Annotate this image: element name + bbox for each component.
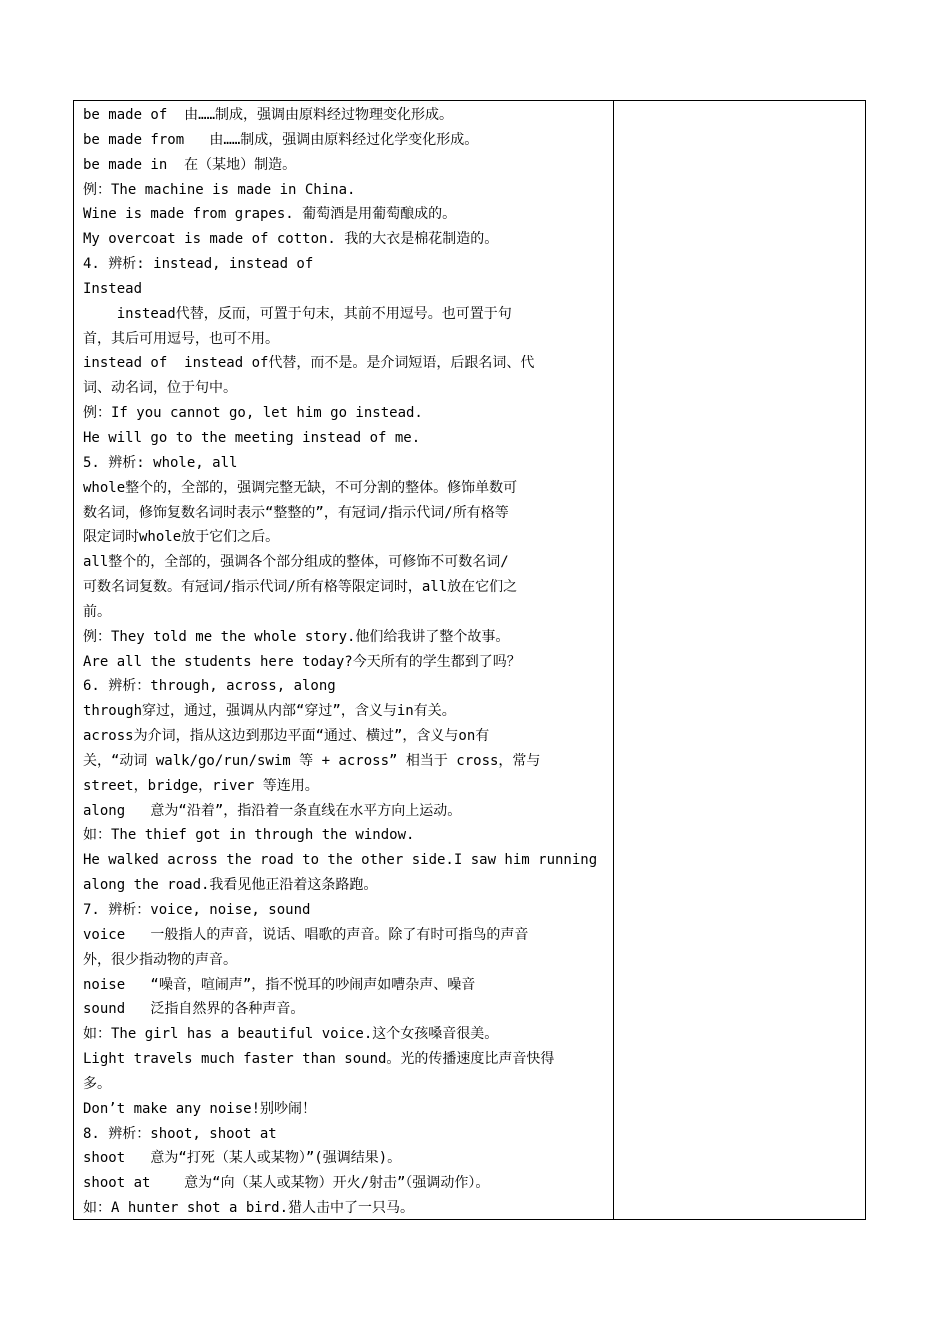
text-lines bbox=[83, 103, 609, 1221]
text-line: 4. 辨析: instead, instead of bbox=[83, 256, 314, 273]
text-line: through穿过，通过，强调从内部“穿过”，含义与in有关。 bbox=[83, 703, 456, 720]
text-line: be made of 由……制成，强调由原料经过物理变化形成。 bbox=[83, 107, 454, 123]
text-line: 前。 bbox=[83, 603, 111, 620]
text-line: 5. 辨析: whole, all bbox=[83, 454, 238, 471]
text-line: instead of instead of代替，而不是。是介词短语，后跟名词、代 bbox=[83, 355, 535, 372]
text-line: sound 泛指自然界的各种声音。 bbox=[83, 1001, 305, 1018]
text-line: whole整个的，全部的，强调完整无缺，不可分割的整体。修饰单数可 bbox=[83, 479, 518, 496]
text-line: 词、动名词，位于句中。 bbox=[83, 380, 237, 397]
text-line: 例：If you cannot go, let him go instead. bbox=[83, 405, 423, 422]
text-line: 如：A hunter shot a bird.猎人击中了一只马。 bbox=[83, 1200, 415, 1217]
text-line: voice 一般指人的声音，说话、唱歌的声音。除了有时可指鸟的声音 bbox=[83, 926, 529, 943]
text-line: 6. 辨析：through, across, along bbox=[83, 678, 336, 695]
text-line: Wine is made from grapes. 葡萄酒是用葡萄酿成的。 bbox=[83, 206, 457, 223]
text-line: be made in 在（某地）制造。 bbox=[83, 156, 297, 173]
text-line: Are all the students here today?今天所有的学生都到了吗？ bbox=[83, 653, 521, 670]
text-line: along 意为“沿着”，指沿着一条直线在水平方向上运动。 bbox=[83, 802, 462, 819]
text-line: 8. 辨析：shoot, shoot at bbox=[83, 1125, 277, 1142]
text-line: 限定词时whole放于它们之后。 bbox=[83, 529, 280, 546]
notes-table bbox=[73, 100, 866, 1220]
text-line: My overcoat is made of cotton. 我的大衣是棉花制造的。 bbox=[83, 231, 499, 248]
text-line: 如：The thief got in through the window. bbox=[83, 827, 415, 844]
text-line: He walked across the road to the other side.I saw him running bbox=[83, 852, 598, 869]
text-line: across为介词，指从这边到那边平面“通过、横过”，含义与on有 bbox=[83, 728, 490, 745]
text-line: Instead bbox=[83, 280, 143, 297]
text-line: noise “噪音，喧闹声”，指不悦耳的吵闹声如嘈杂声、噪音 bbox=[83, 976, 476, 993]
text-line: 外，很少指动物的声音。 bbox=[83, 951, 237, 968]
text-line: along the road.我看见他正沿着这条路跑。 bbox=[83, 877, 378, 894]
text-line: street，bridge，river 等连用。 bbox=[83, 777, 319, 794]
text-line: He will go to the meeting instead of me. bbox=[83, 429, 421, 446]
text-line: 关，“动词 walk/go/run/swim 等 + across” 相当于 cross，常与 bbox=[83, 752, 541, 769]
notes-cell bbox=[614, 101, 865, 1219]
text-line: shoot 意为“打死（某人或某物）”(强调结果)。 bbox=[83, 1150, 402, 1167]
text-line: 首，其后可用逗号，也可不用。 bbox=[83, 330, 279, 347]
text-line: shoot at 意为“向（某人或某物）开火/射击”（强调动作）。 bbox=[83, 1175, 490, 1192]
text-line: 例：The machine is made in China. bbox=[83, 181, 356, 198]
text-line: Light travels much faster than sound。光的传播速度比声音快得 bbox=[83, 1051, 555, 1068]
text-line: 多。 bbox=[83, 1075, 111, 1092]
content-cell bbox=[74, 101, 614, 1219]
text-line: all整个的，全部的，强调各个部分组成的整体，可修饰不可数名词/ bbox=[83, 554, 509, 571]
text-line: Don’t make any noise!别吵闹！ bbox=[83, 1100, 317, 1117]
text-line: instead代替，反而，可置于句末，其前不用逗号。也可置于句 bbox=[83, 305, 512, 322]
text-line: be made from 由……制成，强调由原料经过化学变化形成。 bbox=[83, 131, 479, 148]
text-line: 如：The girl has a beautiful voice.这个女孩嗓音很美。 bbox=[83, 1026, 499, 1043]
text-line: 例：They told me the whole story.他们给我讲了整个故事。 bbox=[83, 628, 510, 645]
text-line: 可数名词复数。有冠词/指示代词/所有格等限定词时，all放在它们之 bbox=[83, 579, 518, 596]
text-line: 数名词，修饰复数名词时表示“整整的”，有冠词/指示代词/所有格等 bbox=[83, 504, 509, 521]
text-line: 7. 辨析：voice, noise, sound bbox=[83, 902, 311, 918]
